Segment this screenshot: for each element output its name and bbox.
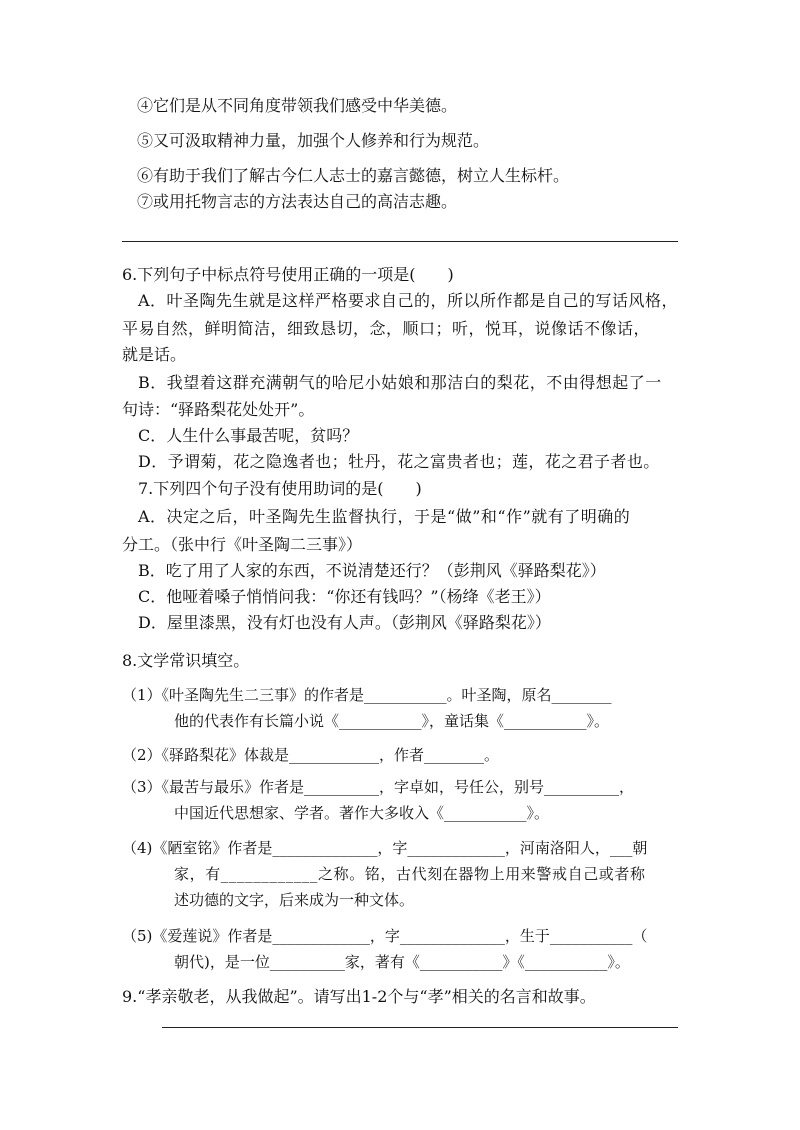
choice-b: 句诗：“驿路梨花处处开”。 [122,400,315,419]
choice-d: D．屋里漆黑，没有灯也没有人声。（彭荆风《驿路梨花》） [138,613,551,632]
choice-c: C．他哑着嗓子悄悄问我：“你还有钱吗？”（杨绛《老王》） [138,587,551,606]
fill-blank: 家，有____________之称。铭，古代刻在器物上用来警戒自己或者称 [174,865,646,883]
fill-blank: （5)《爱莲说》作者是_____________，字______________，生于___________（ [122,927,648,945]
question-stem: 6.下列句子中标点符号使用正确的一项是( ) [122,265,454,284]
choice-a: 就是话。 [122,345,187,364]
option-item: ⑦或用托物言志的方法表达自己的高洁志趣。 [137,192,458,211]
option-item: ⑥有助于我们了解古今仁人志士的嘉言懿德，树立人生标杆。 [137,166,570,185]
fill-blank: （4)《陋室铭》作者是______________，字_____________，河南洛阳人，___朝 [122,839,648,857]
choice-a: A．叶圣陶先生就是这样严格要求自己的，所以所作都是自己的写话风格， [138,291,679,310]
option-item: ④它们是从不同角度带领我们感受中华美德。 [137,96,458,115]
fill-blank: （1）《叶圣陶先生二三事》的作者是___________。叶圣陶，原名________ [122,686,612,704]
fill-blank: 述功德的文字，后来成为一种文体。 [174,891,415,909]
fill-blank: （2）《驿路梨花》体裁是____________，作者________。 [122,746,500,764]
fill-blank: 朝代)，是一位__________家，著有《___________》《___________》。 [174,953,630,971]
choice-c: C．人生什么事最苦呢，贫吗？ [138,426,359,445]
fill-blank: 中国近代思想家、学者。著作大多收入《___________》。 [174,804,550,822]
choice-b: B．我望着这群充满朝气的哈尼小姑娘和那洁白的梨花，不由得想起了一 [138,373,662,392]
question-stem: 8.文学常识填空。 [122,651,250,670]
fill-blank: 他的代表作有长篇小说《___________》，童话集《___________》。 [174,712,610,730]
fill-blank: （3）《最苦与最乐》作者是__________，字卓如，号任公，别号__________， [122,778,635,796]
choice-a: 分工。（张中行《叶圣陶二三事》） [122,535,363,554]
question-stem: 9.“孝亲敬老，从我做起”。请写出1-2个与“孝”相关的名言和故事。 [122,987,596,1006]
answer-line [162,1027,678,1028]
choice-b: B．吃了用了人家的东西，不说清楚还行？（彭荆风《驿路梨花》） [138,561,606,580]
option-item: ⑤又可汲取精神力量，加强个人修养和行为规范。 [137,131,490,150]
answer-line [122,241,678,242]
choice-d: D．予谓菊，花之隐逸者也；牡丹，花之富贵者也；莲，花之君子者也。 [138,452,660,471]
question-stem: 7.下列四个句子没有使用助词的是( ) [138,479,422,498]
choice-a: 平易自然，鲜明简洁，细致恳切，念，顺口；听，悦耳，说像话不像话， [122,319,651,338]
choice-a: A．决定之后，叶圣陶先生监督执行，于是“做”和“作”就有了明确的 [138,507,631,526]
